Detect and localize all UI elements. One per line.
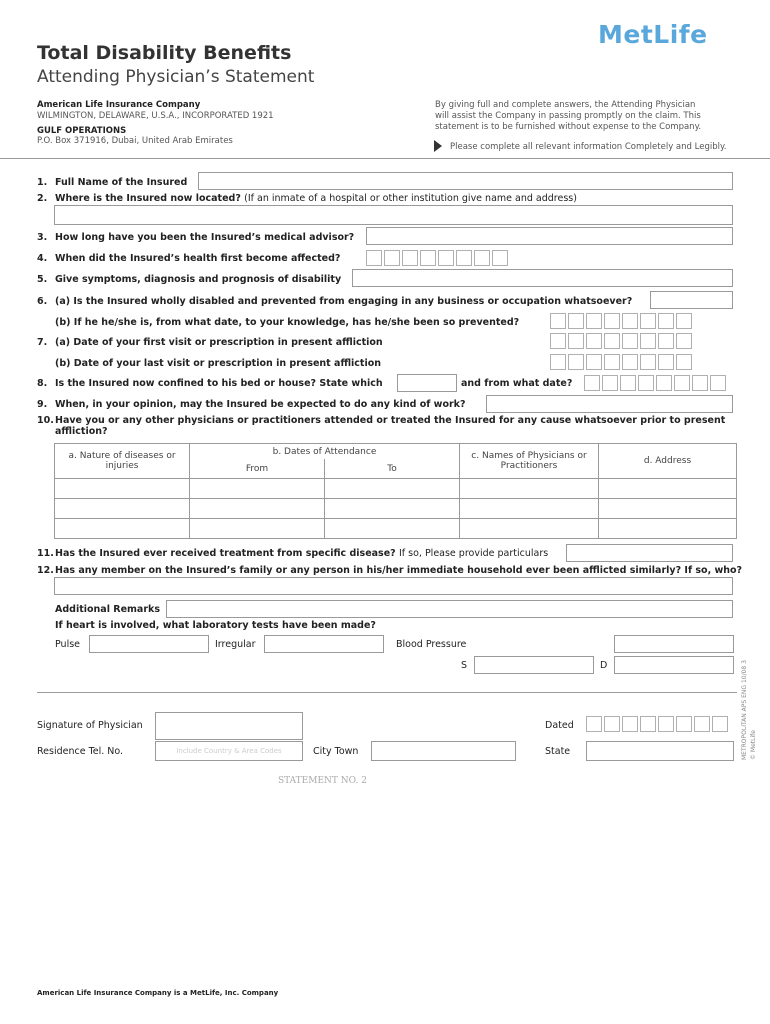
first-visit-date-boxes[interactable] (550, 333, 694, 349)
residence-tel-field[interactable]: Include Country & Area Codes (155, 741, 303, 761)
operations-label: GULF OPERATIONS (37, 126, 127, 136)
full-name-field[interactable] (198, 172, 733, 190)
q11-label: 11.Has the Insured ever received treatment from specific disease? If so, Please provide particulars (37, 548, 549, 559)
statement-number: STATEMENT NO. 2 (278, 776, 367, 786)
form-subtitle: Attending Physician’s Statement (37, 67, 315, 87)
notice-line-3: statement is to be furnished without expense to the Company. (435, 122, 702, 132)
metlife-logo: MetLife (598, 20, 708, 49)
health-affected-date-boxes[interactable] (366, 250, 510, 266)
q6b-label: (b) If he he/she is, from what date, to your knowledge, has he/she been so prevented? (55, 317, 520, 328)
heart-tests-label: If heart is involved, what laboratory tests have been made? (55, 620, 376, 631)
q1-label: 1. Full Name of the Insured (37, 177, 188, 188)
systolic-field[interactable] (474, 656, 594, 674)
instruction-text: Please complete all relevant information Completely and Legibly. (450, 142, 727, 152)
q6a-label: 6. (a) Is the Insured wholly disabled and prevented from engaging in any business or occupation whatsoever? (37, 296, 633, 307)
city-field[interactable] (371, 741, 516, 761)
attendance-table (54, 443, 737, 539)
irregular-label: Irregular (215, 639, 256, 650)
col-nature-header: a. Nature of diseases or injuries (55, 444, 190, 479)
table-header-row (55, 444, 737, 460)
col-physicians-header: c. Names of Physicians or Practitioners (460, 444, 599, 479)
pulse-label: Pulse (55, 639, 81, 650)
location-field[interactable] (54, 205, 733, 225)
footer-text: American Life Insurance Company is a MetLife, Inc. Company (37, 989, 279, 997)
q10-label-cont: affliction? (55, 426, 108, 437)
prevented-date-boxes[interactable] (550, 313, 694, 329)
diastolic-label: D (600, 660, 608, 671)
table-row[interactable] (55, 479, 737, 499)
q7a-label: 7. (a) Date of your first visit or prescription in present affliction (37, 337, 383, 348)
irregular-field[interactable] (264, 635, 384, 653)
col-address-header: d. Address (599, 444, 737, 479)
form-title: Total Disability Benefits (37, 42, 292, 64)
expected-work-field[interactable] (486, 395, 733, 413)
q4-label: 4. When did the Insured’s health first become affected? (37, 253, 341, 264)
q2-label: 2. Where is the Insured now located? (If an inmate of a hospital or other institution give name and address) (37, 193, 577, 204)
last-visit-date-boxes[interactable] (550, 354, 694, 370)
table-row[interactable] (55, 499, 737, 519)
q12-label: 12.Has any member on the Insured’s family or any person in his/her immediate household ever been afflicted similarly? If so, who? (37, 565, 743, 576)
city-label: City Town (313, 746, 359, 757)
medical-advisor-duration-field[interactable] (366, 227, 733, 245)
section-divider (37, 692, 737, 693)
q8b-label: and from what date? (461, 378, 573, 389)
side-code-text: METROPOLITAN APS ENG 10/08 3 (741, 660, 748, 760)
col-from-header: From (190, 459, 325, 479)
q3-label: 3. How long have you been the Insured’s medical advisor? (37, 232, 355, 243)
header-divider (0, 158, 770, 159)
wholly-disabled-field[interactable] (650, 291, 733, 309)
company-name: American Life Insurance Company (37, 100, 201, 110)
symptoms-field[interactable] (352, 269, 733, 287)
systolic-label: S (461, 660, 468, 671)
q9-label: 9. When, in your opinion, may the Insured be expected to do any kind of work? (37, 399, 466, 410)
col-to-header: To (325, 459, 460, 479)
confined-field[interactable] (397, 374, 457, 392)
col-dates-header: b. Dates of Attendance (190, 444, 460, 460)
blood-pressure-field[interactable] (614, 635, 734, 653)
confined-date-boxes[interactable] (584, 375, 728, 391)
operations-address: P.O. Box 371916, Dubai, United Arab Emirates (37, 136, 233, 146)
dated-label: Dated (545, 720, 574, 731)
state-field[interactable] (586, 741, 734, 761)
diastolic-field[interactable] (614, 656, 734, 674)
signature-field[interactable] (155, 712, 303, 740)
notice-line-2: will assist the Company in passing promptly on the claim. This (435, 111, 701, 121)
side-copyright-text: © MetLife (750, 730, 757, 760)
q8-label: 8. Is the Insured now confined to his bed or house? State which (37, 378, 383, 389)
specific-disease-field[interactable] (566, 544, 733, 562)
table-row[interactable] (55, 519, 737, 539)
blood-pressure-label: Blood Pressure (396, 639, 467, 650)
residence-tel-label: Residence Tel. No. (37, 746, 124, 757)
state-label: State (545, 746, 571, 757)
notice-line-1: By giving full and complete answers, the Attending Physician (435, 100, 696, 110)
dated-date-boxes[interactable] (586, 716, 730, 732)
q7b-label: (b) Date of your last visit or prescription in present affliction (55, 358, 382, 369)
q5-label: 5. Give symptoms, diagnosis and prognosis of disability (37, 274, 342, 285)
arrow-icon (434, 140, 442, 152)
additional-remarks-label: Additional Remarks (55, 604, 160, 615)
family-affliction-field[interactable] (54, 577, 733, 595)
pulse-field[interactable] (89, 635, 209, 653)
additional-remarks-field[interactable] (166, 600, 733, 618)
q10-label: 10.Have you or any other physicians or practitioners attended or treated the Insured for any cause whatsoever prior to present (37, 415, 726, 426)
signature-label: Signature of Physician (37, 720, 143, 731)
company-address: WILMINGTON, DELAWARE, U.S.A., INCORPORATED 1921 (37, 111, 274, 121)
